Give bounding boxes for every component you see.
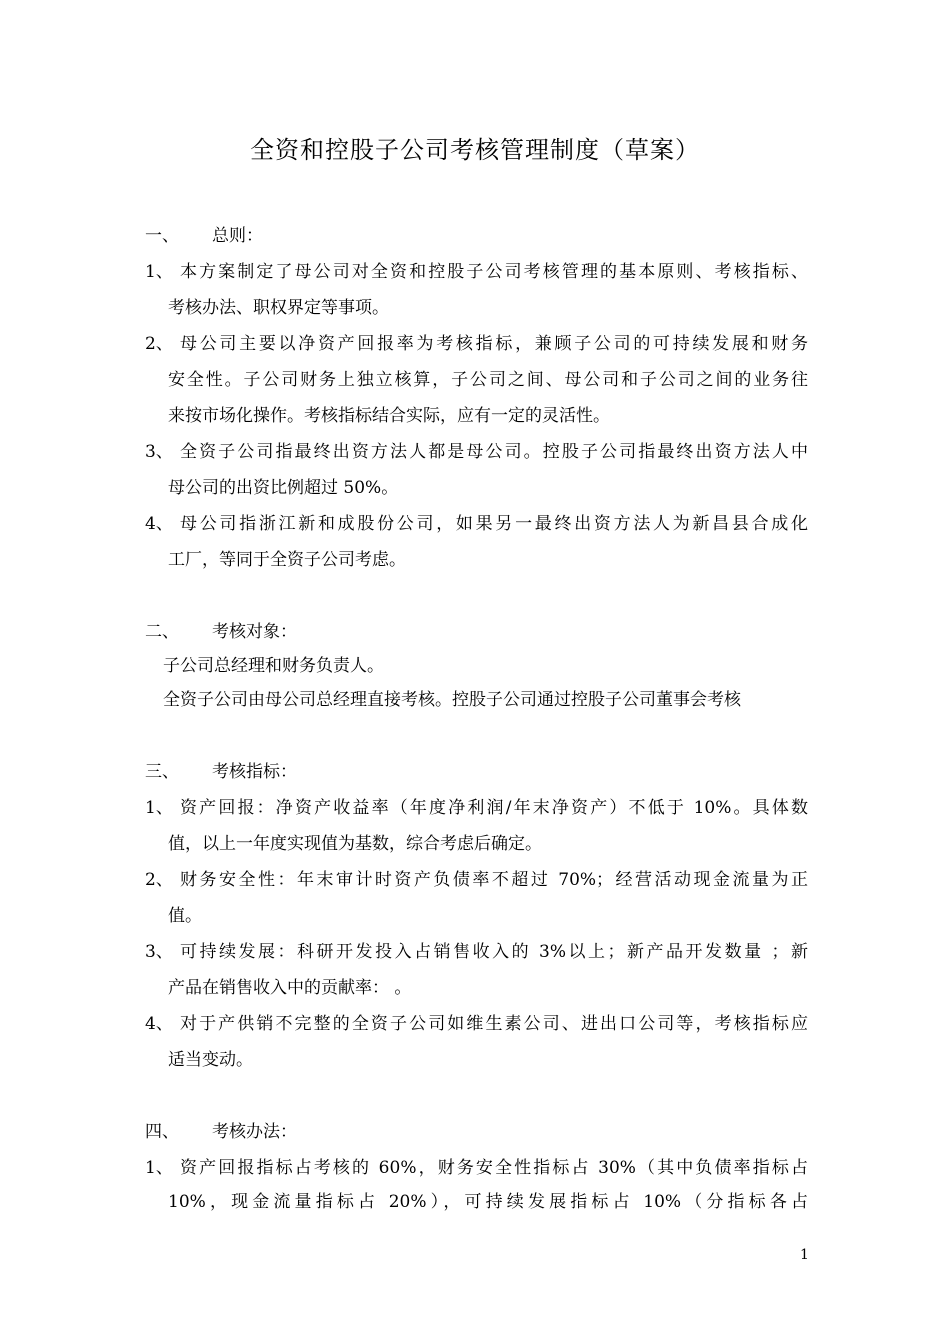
item-text: 安全性。子公司财务上独立核算，子公司之间、母公司和子公司之间的业务往	[168, 370, 808, 390]
document-title: 全资和控股子公司考核管理制度（草案）	[250, 136, 700, 164]
item-text: 10%，现金流量指标占 20%），可持续发展指标占 10%（分指标各占	[168, 1192, 808, 1212]
item-text: 考核办法、职权界定等事项。	[168, 298, 389, 318]
section-number: 四、	[145, 1122, 179, 1142]
item-number: 3、	[145, 942, 173, 962]
item-number: 4、	[145, 1014, 173, 1034]
item-number: 2、	[145, 870, 173, 890]
item-text: 值。	[168, 906, 202, 926]
item-number: 3、	[145, 442, 173, 462]
item-text: 财务安全性：年末审计时资产负债率不超过 70%；经营活动现金流量为正	[180, 870, 808, 890]
item-number: 1、	[145, 798, 173, 818]
item-text: 可持续发展：科研开发投入占销售收入的 3%以上；新产品开发数量 ；新	[180, 942, 808, 962]
item-text: 值，以上一年度实现值为基数，综合考虑后确定。	[168, 834, 542, 854]
paragraph-text: 子公司总经理和财务负责人。	[163, 656, 384, 676]
section-title: 考核对象：	[212, 622, 297, 642]
item-text: 来按市场化操作。考核指标结合实际，应有一定的灵活性。	[168, 406, 610, 426]
item-text: 产品在销售收入中的贡献率： 。	[168, 978, 412, 998]
paragraph-text: 全资子公司由母公司总经理直接考核。控股子公司通过控股子公司董事会考核	[163, 690, 741, 710]
section-title: 考核办法：	[212, 1122, 297, 1142]
page-number: 1	[800, 1247, 809, 1263]
item-text: 资产回报：净资产收益率（年度净利润/年末净资产）不低于 10%。具体数	[180, 798, 808, 818]
item-text: 适当变动。	[168, 1050, 253, 1070]
item-number: 1、	[145, 262, 173, 282]
section-title: 总则：	[212, 226, 263, 246]
section-title: 考核指标：	[212, 762, 297, 782]
item-text: 母公司指浙江新和成股份公司，如果另一最终出资方法人为新昌县合成化	[180, 514, 808, 534]
item-text: 资产回报指标占考核的 60%，财务安全性指标占 30%（其中负债率指标占	[180, 1158, 808, 1178]
section-number: 二、	[145, 622, 179, 642]
section-number: 一、	[145, 226, 179, 246]
item-number: 2、	[145, 334, 173, 354]
item-text: 母公司的出资比例超过 50%。	[168, 478, 399, 498]
item-text: 全资子公司指最终出资方法人都是母公司。控股子公司指最终出资方法人中	[180, 442, 808, 462]
item-text: 对于产供销不完整的全资子公司如维生素公司、进出口公司等，考核指标应	[180, 1014, 808, 1034]
item-text: 母公司主要以净资产回报率为考核指标，兼顾子公司的可持续发展和财务	[180, 334, 808, 354]
section-number: 三、	[145, 762, 179, 782]
item-number: 4、	[145, 514, 173, 534]
item-text: 工厂，等同于全资子公司考虑。	[168, 550, 406, 570]
item-number: 1、	[145, 1158, 173, 1178]
item-text: 本方案制定了母公司对全资和控股子公司考核管理的基本原则、考核指标、	[180, 262, 808, 282]
